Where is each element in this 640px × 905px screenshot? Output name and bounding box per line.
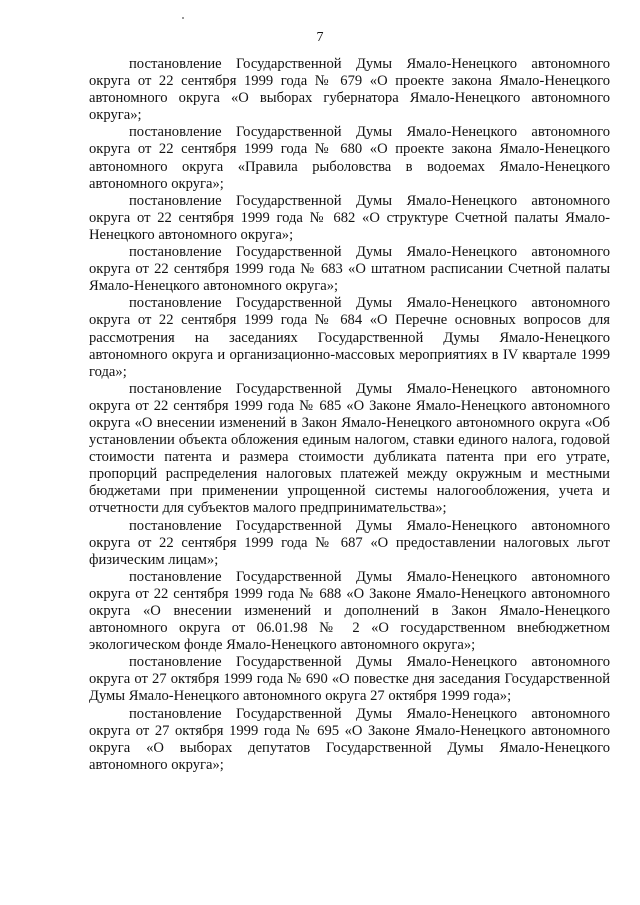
paragraph: постановление Государственной Думы Ямало-Ненецкого автономного округа от 22 сентября 1999 года № 679 «О проекте закона Ямало-Ненецкого автономного округа «О выборах губернатора Ямало-Ненецкого автономного округа»; [89, 56, 610, 124]
paragraph: постановление Государственной Думы Ямало-Ненецкого автономного округа от 22 сентября 1999 года № 682 «О структуре Счетной палаты Ямало-Ненецкого автономного округа»; [89, 192, 610, 243]
scan-speck [182, 17, 184, 19]
paragraph: постановление Государственной Думы Ямало-Ненецкого автономного округа от 22 сентября 1999 года № 688 «О Законе Ямало-Ненецкого автономного округа «О внесении изменений и дополнений в Закон Ямало-Ненецкого автономного округа от 06.01.98 № 2 «О государственном внебюджетном экологическом фонде Ямало-Ненецкого автономного округа»; [89, 568, 610, 654]
paragraph: постановление Государственной Думы Ямало-Ненецкого автономного округа от 22 сентября 1999 года № 687 «О предоставлении налоговых льгот физическим лицам»; [89, 517, 610, 568]
page-number: 7 [316, 30, 324, 45]
paragraph: постановление Государственной Думы Ямало-Ненецкого автономного округа от 22 сентября 1999 года № 683 «О штатном расписании Счетной палаты Ямало-Ненецкого автономного округа»; [89, 244, 610, 295]
paragraph: постановление Государственной Думы Ямало-Ненецкого автономного округа от 22 сентября 1999 года № 684 «О Перечне основных вопросов для рассмотрения на заседаниях Государственной Думы Ямало-Ненецкого автономного округа и организационно-массовых мероприятиях в IV квартале 1999 года»; [89, 295, 610, 380]
paragraph: постановление Государственной Думы Ямало-Ненецкого автономного округа от 27 октября 1999 года № 695 «О Законе Ямало-Ненецкого автономного округа «О выборах депутатов Государственной Думы Ямало-Ненецкого автономного округа»; [89, 705, 610, 773]
document-body [89, 56, 610, 774]
paragraph: постановление Государственной Думы Ямало-Ненецкого автономного округа от 22 сентября 1999 года № 685 «О Законе Ямало-Ненецкого автономного округа «О внесении изменений в Закон Ямало-Ненецкого автономного округа «Об установлении объекта обложения единым налогом, ставки единого налога, годовой стоимости патента и размера стоимости дубликата патента при его утрате, пропорций распределения налоговых платежей между окружным и местными бюджетами при применении упрощенной системы налогообложения, учета и отчетности для субъектов малого предпринимательства»; [89, 380, 610, 517]
paragraph: постановление Государственной Думы Ямало-Ненецкого автономного округа от 22 сентября 1999 года № 680 «О проекте закона Ямало-Ненецкого автономного округа «Правила рыболовства в водоемах Ямало-Ненецкого автономного округа»; [89, 124, 610, 192]
paragraph: постановление Государственной Думы Ямало-Ненецкого автономного округа от 27 октября 1999 года № 690 «О повестке дня заседания Государственной Думы Ямало-Ненецкого автономного округа 27 октября 1999 года»; [89, 654, 610, 705]
